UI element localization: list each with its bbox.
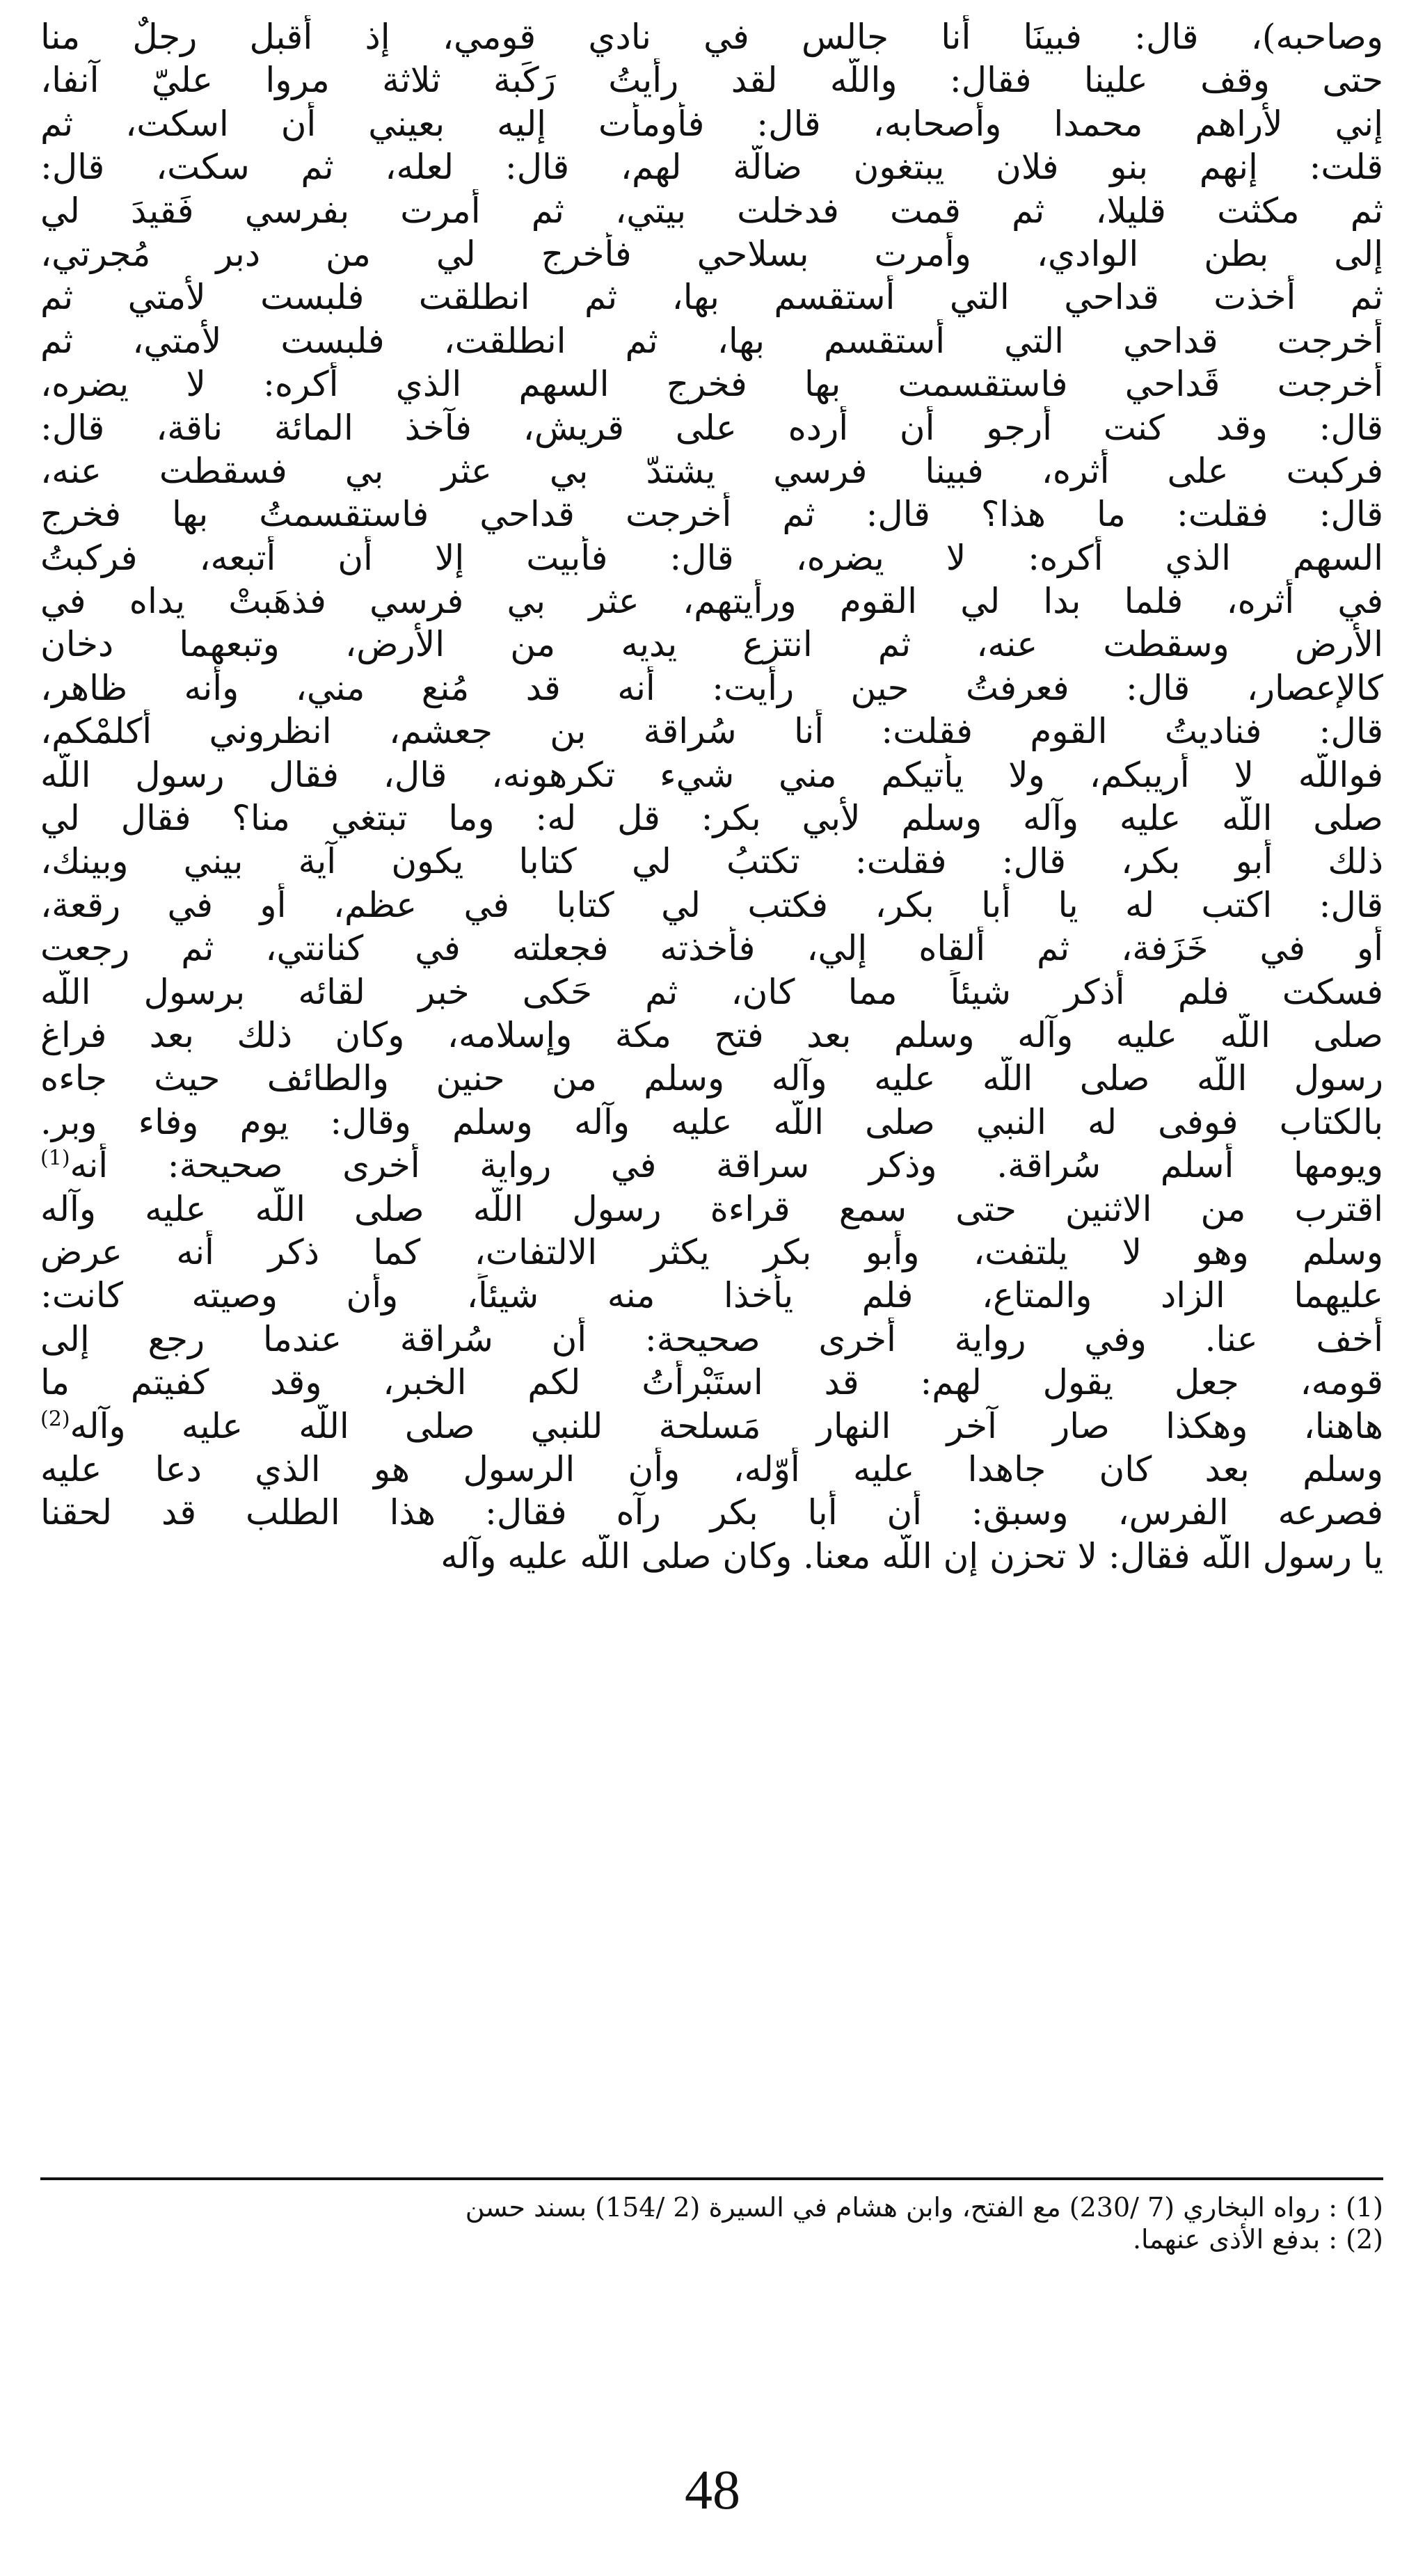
- text-line-part: هاهنا، وهكذا صار آخر النهار مَسلحة للنبي صلى اللّه عليه وآله: [70, 1405, 1383, 1446]
- text-line-with-footnote-2: [40, 1405, 1383, 1448]
- text-line: بالكتاب فوفى له النبي صلى اللّه عليه وآله وسلم وقال: يوم وفاء وبر.: [40, 1101, 1383, 1142]
- text-line: إلى بطن الوادي، وأمرت بسلاحي فأخرج لي من دبر مُجرتي،: [40, 233, 1383, 274]
- footnote-ref-1[interactable]: (1): [40, 1146, 70, 1171]
- footnote-1: (1) : رواه البخاري (7 /230) مع الفتح، وابن هشام في السيرة (2 /154) بسند حسن: [465, 2192, 1383, 2223]
- text-line: ثم أخذت قداحي التي أستقسم بها، ثم انطلقت فلبست لأمتي ثم: [40, 277, 1383, 318]
- text-line: قال: فقلت: ما هذا؟ قال: ثم أخرجت قداحي فاستقسمتُ بها فخرج: [40, 494, 1383, 535]
- text-line: قال: اكتب له يا أبا بكر، فكتب لي كتابا في عظم، أو في رقعة،: [40, 884, 1383, 925]
- text-line: قلت: إنهم بنو فلان يبتغون ضالّة لهم، قال: لعله، ثم سكت، قال:: [40, 147, 1383, 188]
- text-line-part: ويومها أسلم سُراقة. وذكر سراقة في رواية أخرى صحيحة: أنه: [70, 1145, 1383, 1186]
- footnote-2: (2) : بدفع الأذى عنهما.: [1132, 2224, 1383, 2255]
- text-line: فركبت على أثره، فبينا فرسي يشتدّ بي عثر بي فسقطت عنه،: [40, 450, 1383, 491]
- footnotes-block: [40, 2191, 1383, 2255]
- text-line: اقترب من الاثنين حتى سمع قراءة رسول اللّه صلى اللّه عليه وآله: [40, 1188, 1383, 1229]
- text-line: وصاحبه)، قال: فبينَا أنا جالس في نادي قومي، إذ أقبل رجلٌ منا: [40, 17, 1383, 57]
- text-line: قال: وقد كنت أرجو أن أرده على قريش، فآخذ المائة ناقة، قال:: [40, 407, 1383, 448]
- text-line: يا رسول اللّه فقال: لا تحزن إن اللّه معنا. وكان صلى اللّه عليه وآله: [440, 1535, 1383, 1576]
- text-line: فصرعه الفرس، وسبق: أن أبا بكر رآه فقال: هذا الطلب قد لحقنا: [40, 1492, 1383, 1533]
- text-line: قومه، جعل يقول لهم: قد استَبْرأْتُ لكم الخبر، وقد كفيتم ما: [40, 1362, 1383, 1403]
- text-line: أخرجت قداحي التي أستقسم بها، ثم انطلقت، فلبست لأمتي، ثم: [40, 320, 1383, 361]
- text-line: رسول اللّه صلى اللّه عليه وآله وسلم من حنين والطائف حيث جاءه: [40, 1058, 1383, 1099]
- text-line: في أثره، فلما بدا لي القوم ورأيتهم، عثر بي فرسي فذهَبتْ يداه في: [40, 581, 1383, 622]
- text-line: صلى اللّه عليه وآله وسلم بعد فتح مكة وإسلامه، وكان ذلك بعد فراغ: [40, 1014, 1383, 1055]
- page-number: 48: [685, 2460, 740, 2521]
- text-line: حتى وقف علينا فقال: واللّه لقد رأيتُ رَكَبة ثلاثة مروا عليّ آنفا،: [40, 60, 1383, 101]
- text-line: الأرض وسقطت عنه، ثم انتزع يديه من الأرض، وتبعهما دخان: [40, 624, 1383, 665]
- main-text-block: [40, 15, 1383, 1578]
- text-line: كالإعصار، قال: فعرفتُ حين رأيت: أنه قد مُنع مني، وأنه ظاهر،: [40, 667, 1383, 708]
- text-line: ذلك أبو بكر، قال: فقلت: تكتبُ لي كتابا يكون آية بيني وبينك،: [40, 841, 1383, 882]
- text-line: أو في خَزَفة، ثم ألقاه إلي، فأخذته فجعلته في كنانتي، ثم رجعت: [40, 928, 1383, 969]
- text-line: وسلم بعد كان جاهدا عليه أوّله، وأن الرسول هو الذي دعا عليه: [40, 1448, 1383, 1489]
- text-line: صلى اللّه عليه وآله وسلم لأبي بكر: قل له: وما تبتغي منا؟ فقال لي: [40, 798, 1383, 839]
- text-line: عليهما الزاد والمتاع، فلم يأخذا منه شيئاً، وأن وصيته كانت:: [40, 1275, 1383, 1316]
- text-line-with-footnote-1: [40, 1144, 1383, 1187]
- text-line: أخرجت قَداحي فاستقسمت بها فخرج السهم الذي أكره: لا يضره،: [40, 364, 1383, 405]
- text-line: فسكت فلم أذكر شيئاً مما كان، ثم حَكى خبر لقائه برسول اللّه: [40, 971, 1383, 1012]
- text-line: أخف عنا. وفي رواية أخرى صحيحة: أن سُراقة عندما رجع إلى: [40, 1318, 1383, 1359]
- text-line: وسلم وهو لا يلتفت، وأبو بكر يكثر الالتفات، كما ذكر أنه عرض: [40, 1231, 1383, 1272]
- footnote-ref-2[interactable]: (2): [40, 1406, 70, 1431]
- text-line: السهم الذي أكره: لا يضره، قال: فأبيت إلا أن أتبعه، فركبتُ: [40, 537, 1383, 578]
- text-line: إني لأراهم محمدا وأصحابه، قال: فأومأت إليه بعيني أن اسكت، ثم: [40, 103, 1383, 144]
- text-line: قال: فناديتُ القوم فقلت: أنا سُراقة بن جعشم، انظروني أكلمْكم،: [40, 711, 1383, 752]
- text-line: ثم مكثت قليلا، ثم قمت فدخلت بيتي، ثم أمرت بفرسي فَقيدَ لي: [40, 190, 1383, 231]
- footnote-divider: [40, 2177, 1383, 2180]
- text-line: فواللّه لا أريبكم، ولا يأتيكم مني شيء تكرهونه، قال، فقال رسول اللّه: [40, 754, 1383, 795]
